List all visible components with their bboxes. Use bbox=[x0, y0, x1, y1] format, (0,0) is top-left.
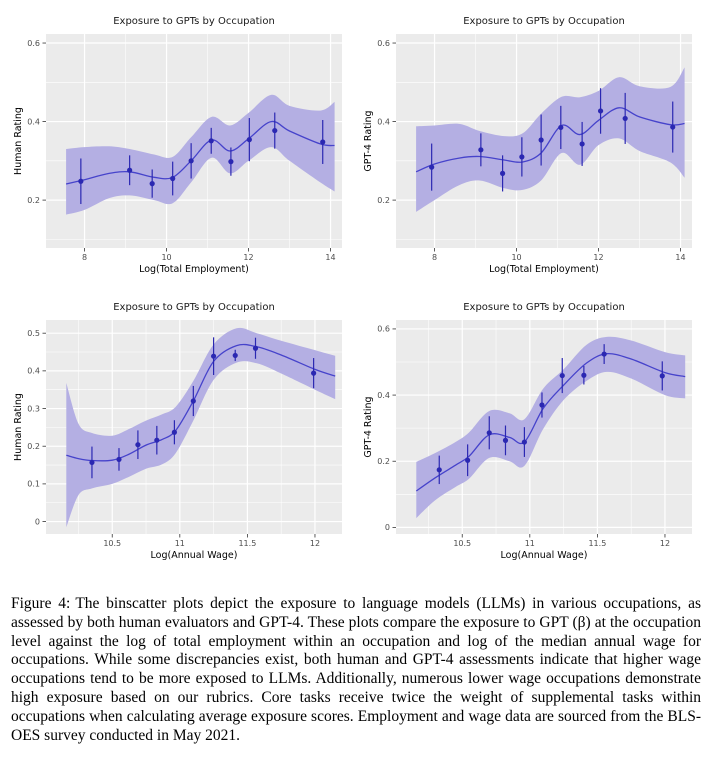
svg-text:0.6: 0.6 bbox=[27, 38, 40, 48]
chart-canvas-gpt4-employment bbox=[360, 10, 700, 283]
svg-text:11.5: 11.5 bbox=[238, 539, 257, 548]
svg-text:12: 12 bbox=[593, 253, 604, 262]
x-axis-label: Log(Total Employment) bbox=[139, 264, 249, 275]
y-axis-label: Human Rating bbox=[13, 393, 24, 461]
binscatter-human-vs-employment bbox=[10, 10, 350, 283]
svg-text:12: 12 bbox=[659, 539, 671, 548]
svg-text:0.2: 0.2 bbox=[27, 442, 40, 452]
svg-text:0.1: 0.1 bbox=[27, 479, 40, 489]
x-axis-label: Log(Annual Wage) bbox=[500, 550, 588, 561]
svg-text:0.2: 0.2 bbox=[377, 457, 390, 467]
svg-text:11.5: 11.5 bbox=[588, 539, 607, 548]
svg-text:0: 0 bbox=[384, 523, 390, 533]
svg-text:12: 12 bbox=[309, 539, 321, 548]
svg-text:0.3: 0.3 bbox=[27, 404, 40, 414]
svg-text:0.4: 0.4 bbox=[377, 390, 390, 400]
svg-text:0.6: 0.6 bbox=[377, 324, 390, 334]
y-axis-label: GPT-4 Rating bbox=[363, 396, 374, 458]
svg-text:11: 11 bbox=[174, 539, 185, 548]
chart-title: Exposure to GPTs by Occupation bbox=[463, 302, 625, 313]
svg-text:11: 11 bbox=[524, 539, 535, 548]
svg-text:10.5: 10.5 bbox=[453, 539, 472, 548]
svg-text:10.5: 10.5 bbox=[103, 539, 122, 548]
svg-text:8: 8 bbox=[81, 253, 88, 262]
svg-text:10: 10 bbox=[161, 253, 172, 262]
binscatter-gpt4-vs-employment bbox=[360, 10, 700, 283]
svg-text:12: 12 bbox=[243, 253, 254, 262]
y-axis-label: GPT-4 Rating bbox=[363, 110, 374, 172]
chart-title: Exposure to GPTs by Occupation bbox=[113, 302, 275, 313]
y-axis-label: Human Rating bbox=[13, 107, 24, 175]
svg-text:14: 14 bbox=[675, 253, 686, 262]
svg-text:8: 8 bbox=[431, 253, 438, 262]
figure-caption-text: The binscatter plots depict the exposure to language models (LLMs) in various occupations, as assessed by both human evaluators and GPT-4. These plots compare the exposure to GPT (β) at the occupation level against the log of total employment within an occupation and log of the median annual wage for occupations. While some discrepancies exist, both human and GPT-4 assessments indicate that higher wage occupations tend to be more exposed to LLMs. Additionally, numerous lower wage occupations demonstrate high exposure based on our rubrics. Core tasks receive twice the weight of supplemental tasks within occupations when calculating average exposure scores. Employment and wage data are sourced from the BLS-OES survey conducted in May 2021. bbox=[11, 595, 701, 744]
chart-canvas-human-wage bbox=[10, 296, 350, 569]
svg-text:0.6: 0.6 bbox=[377, 38, 390, 48]
svg-text:0.4: 0.4 bbox=[27, 117, 40, 127]
x-axis-label: Log(Annual Wage) bbox=[150, 550, 238, 561]
binscatter-gpt4-vs-wage bbox=[360, 296, 700, 569]
chart-title: Exposure to GPTs by Occupation bbox=[463, 16, 625, 27]
svg-text:0.2: 0.2 bbox=[377, 195, 390, 205]
svg-text:14: 14 bbox=[325, 253, 336, 262]
figure-label: Figure 4: bbox=[11, 595, 71, 612]
chart-title: Exposure to GPTs by Occupation bbox=[113, 16, 275, 27]
chart-canvas-gpt4-wage bbox=[360, 296, 700, 569]
svg-text:0.4: 0.4 bbox=[377, 117, 390, 127]
svg-text:10: 10 bbox=[511, 253, 522, 262]
svg-text:0.5: 0.5 bbox=[27, 328, 40, 338]
svg-text:0.2: 0.2 bbox=[27, 195, 40, 205]
binscatter-human-vs-wage bbox=[10, 296, 350, 569]
svg-text:0.4: 0.4 bbox=[27, 366, 40, 376]
x-axis-label: Log(Total Employment) bbox=[489, 264, 599, 275]
svg-text:0: 0 bbox=[34, 517, 40, 527]
figure-caption bbox=[11, 595, 701, 745]
chart-canvas-human-employment bbox=[10, 10, 350, 283]
